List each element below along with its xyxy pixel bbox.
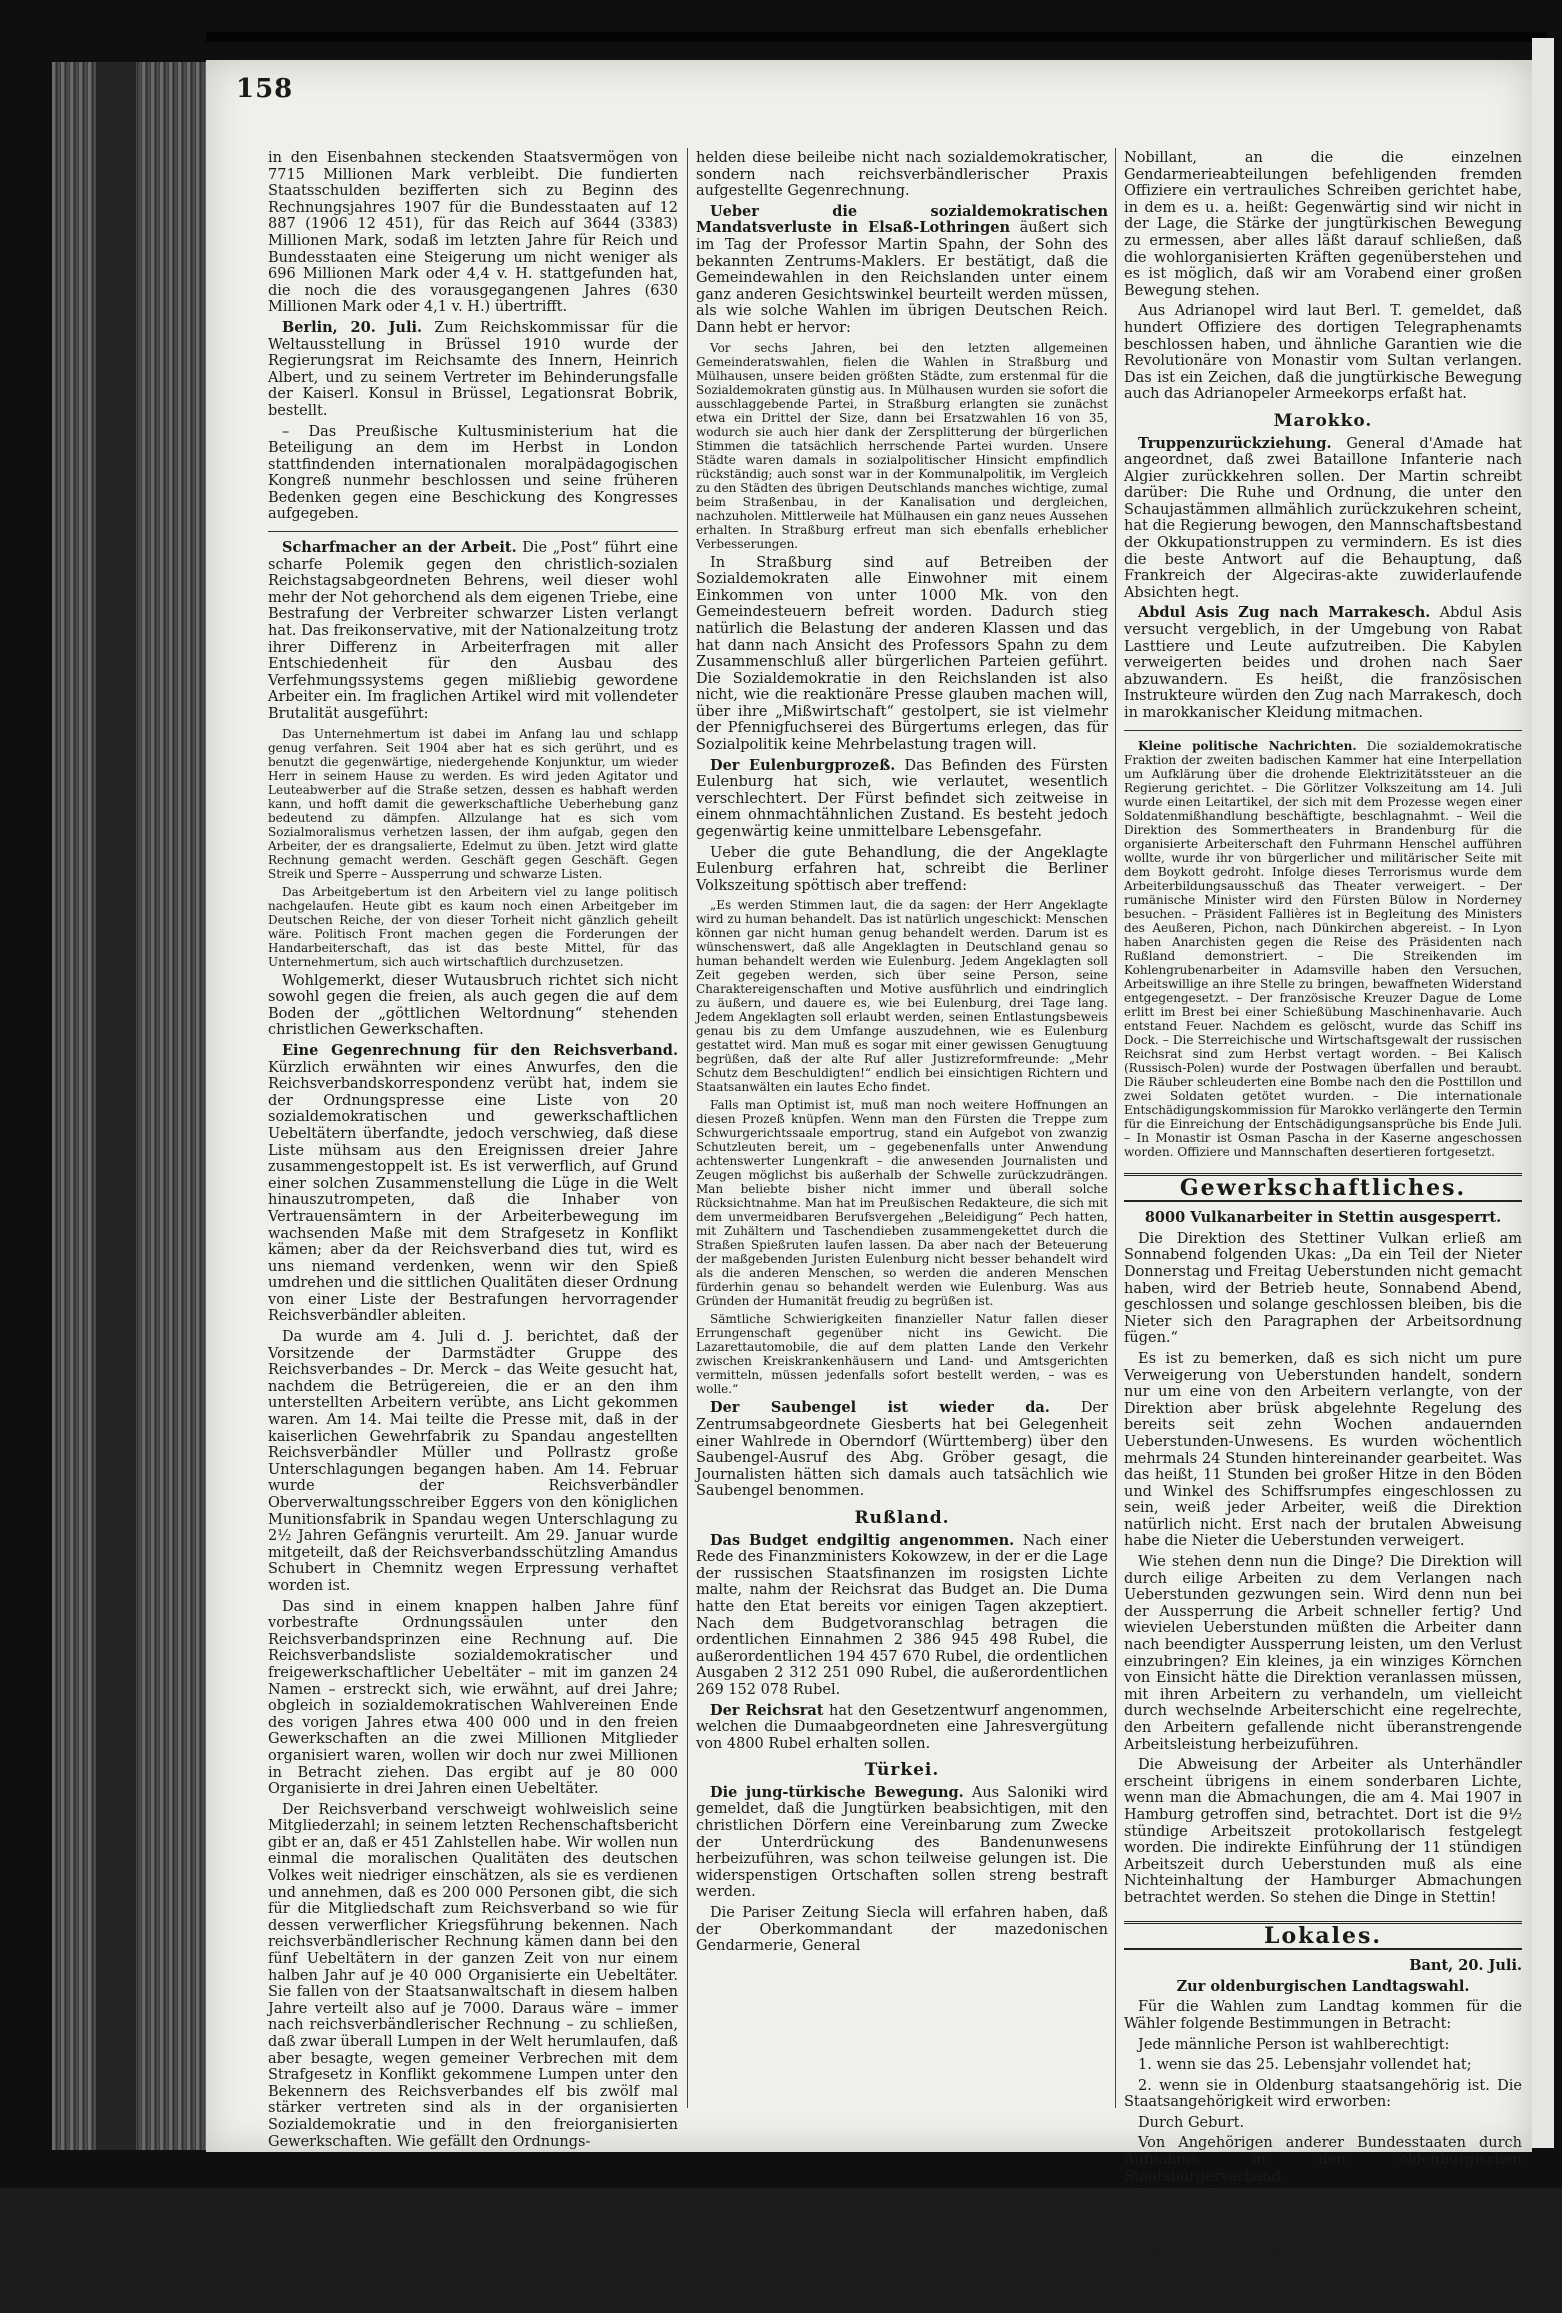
paragraph: Aus Adrianopel wird laut Berl. T. gemeldet, daß hundert Offiziere des dortigen Telegraphenamts beschlossen haben, und ähnliche Garantien wie die Revolutionäre von Monastir vom Sultan verlangen. Das ist ein Zeichen, daß die jungtürkische Bewegung auch das Adrianopeler Armeekorps erfaßt hat.: [1124, 303, 1522, 403]
column-3: [1124, 150, 1523, 2313]
paragraph: In Straßburg sind auf Betreiben der Sozialdemokraten alle Einwohner mit einem Einkommen von unter 1000 Mk. von den Gemeindesteuern befreit worden. Dadurch stieg natürlich die Belastung der anderen Klassen und das hat dann nach Ansicht des Professors Spahn zu dem Zusammenschluß aller bürgerlichen Parteien geführt. Die Sozialdemokratie in den Reichslanden ist also nicht, wie die reaktionäre Presse glauben machen will, über ihre „Mißwirtschaft“ gestolpert, sie ist vielmehr der Pfennigfuchserei des Bürgertums erlegen, das für Sozialpolitik keine Mehrbelastung tragen will.: [696, 554, 1108, 754]
quote: Das Arbeitgebertum ist den Arbeitern viel zu lange politisch nachgelaufen. Heute gibt es kaum noch einen Arbeitgeber im Deutschen Reiche, der von dieser Torheit nicht gänzlich geheilt wäre. Politisch Front machen gegen die Forderungen der Handarbeiterschaft, das ist das beste Mittel, für das Unternehmertum, sich auch wirtschaftlich durchzusetzen.: [268, 884, 678, 969]
paragraph: in den Eisenbahnen steckenden Staatsvermögen von 7715 Millionen Mark verbleibt. Die fundierten Staatsschulden bezifferten sich zu Beginn des Rechnungsjahres 1907 für die Bundesstaaten auf 12 887 (1906 12 451), für das Reich auf 3644 (3383) Millionen Mark, sodaß im letzten Jahre für Reich und Bundesstaaten eine Steigerung um nicht weniger als 696 Millionen Mark oder 4,4 v. H. stattgefunden hat, die noch die des vorausgegangenen Jahres (630 Millionen Mark oder 4,1 v. H.) übertrifft.: [268, 150, 678, 316]
paragraph: Die Pariser Zeitung Siecla will erfahren haben, daß der Oberkommandant der mazedonischen Gendarmerie, General: [696, 1905, 1108, 1955]
article-heading: Eine Gegenrechnung für den Reichsverband.: [282, 1041, 678, 1059]
paragraph: [696, 1703, 1108, 1753]
divider: [1124, 730, 1522, 731]
article-heading: Der Saubengel ist wieder da.: [710, 1399, 1050, 1417]
paragraph-text: hat den Gesetzentwurf angenommen, welchen die Dumaabgeordneten eine Jahresvergütung von 4800 Rubel erhalten sollen.: [696, 1702, 1108, 1752]
quote: Das Unternehmertum ist dabei im Anfang lau und schlapp genug verfahren. Seit 1904 aber hat es sich gerührt, und es benutzt die gegenwärtige, niedergehende Konjunktur, um wieder Herr in seinem Hause zu werden. Es wird jeden Agitator und Leuteabwerber auf die Straße setzen, dessen es habhaft werden kann, und hofft damit die gewerkschaftliche Ueberhebung ganz bedeutend zu dämpfen. Allzulange hat es sich vom Sozialmoralismus verhetzen lassen, der ihm aufgab, gegen den Arbeiter, der es drangsalierte, Edelmut zu üben. Jetzt wird glatte Rechnung gemacht werden. Geschäft gegen Geschäft. Gegen Streik und Sperre – Aussperrung und schwarze Listen.: [268, 726, 678, 881]
column-1: [268, 150, 678, 2150]
paragraph: [268, 1043, 678, 1325]
paragraph: Ueber die gute Behandlung, die der Angeklagte Eulenburg erfahren hat, schreibt die Berliner Volkszeitung spöttisch aber treffend:: [696, 844, 1108, 894]
paragraph-text: Aus Saloniki wird gemeldet, daß die Jungtürken beabsichtigen, mit den christlichen Dörfern eine Vereinbarung zum Zwecke der Unterdrückung des Bandenunwesens herbeizuführen, was schon teilweise gelungen ist. Die widerspenstigen Ortschaften sollen streng bestraft werden.: [696, 1784, 1109, 1901]
paragraph: Der Reichsverband verschweigt wohlweislich seine Mitgliederzahl; in seinem letzten Rechenschaftsbericht gibt er an, daß er 451 Zahlstellen habe. Wir wollen nun einmal die moralischen Qualitäten des deutschen Volkes weit niedriger einschätzen, als sie es verdienen und annehmen, daß es 200 000 Personen gibt, die sich für die Mitgliedschaft zum Reichsverband so wie für dessen verwerflicher Kriegsführung bekennen. Nach reichsverbändlerischer Rechnung kämen dann bei den fünf Uebeltätern in der ganzen Zeit von nur einem halben Jahr auf je 40 000 Organisierte ein Uebeltäter. Sie fallen von der Staatsanwaltschaft in diesem halben Jahre verteilt also auf je 7000. Daraus wäre – immer nach reichsverbändlerischer Rechnung – zu schließen, daß zwar überall Lumpen in der Welt herumlaufen, daß aber besagte, wegen gemeiner Verbrechen mit dem Strafgesetz in Konflikt gekommene Lumpen unter den Bekennern des Reichsverbandes elf bis zwölf mal stärker vertreten sind als in der organisierten Sozialdemokratie und in den freiorganisierten Gewerkschaften. Wie gefällt den Ordnungs-: [268, 1801, 678, 2150]
paragraph: [268, 320, 678, 420]
divider: [268, 531, 678, 532]
paragraph: Die Abweisung der Arbeiter als Unterhändler erscheint übrigens in einem sonderbaren Lichte, wenn man die Abmachungen, die am 4. Mai 1907 in Hamburg getroffen sind, betrachtet. Dort ist die 9½ stündige Arbeitszeit protokollarisch festgelegt worden. Die indirekte Einführung der 11 stündigen Arbeitszeit durch Ueberstunden muß als eine Nichteinhaltung der Hamburger Abmachungen betrachtet werden. So stehen die Dinge in Stettin!: [1124, 1757, 1522, 1906]
section-heading: Gewerkschaftliches.: [1124, 1173, 1522, 1203]
section-heading: Marokko.: [1273, 410, 1373, 431]
paragraph: [1124, 605, 1522, 721]
paragraph: [268, 540, 678, 723]
article-heading: Der Eulenburgprozeß.: [710, 756, 896, 774]
paragraph-text: Die „Post“ führt eine scharfe Polemik gegen den christlich-sozialen Reichstagsabgeordneten Behrens, weil dieser wohl mehr der Not gehorchend als dem eigenen Triebe, eine Bestrafung der Verbreiter schwarzer Listen verlangt hat. Das freikonservative, mit der Nationalzeitung trotz ihrer Differenz in Arbeiterfragen mit aller Entschiedenheit für den Ausbau des Verfehmungssystems gegen mißliebig gewordene Arbeiter ein. Im fraglichen Artikel wird mit vollendeter Brutalität ausgeführt:: [268, 540, 678, 722]
dateline: Bant, 20. Juli.: [1409, 1957, 1522, 1975]
section-heading: Rußland.: [854, 1507, 950, 1528]
article-heading: Scharfmacher an der Arbeit.: [282, 539, 517, 557]
paragraph: Jede männliche Person ist wahlberechtigt:: [1138, 2036, 1450, 2053]
section-heading: Türkei.: [864, 1760, 940, 1781]
paragraph: [696, 1533, 1108, 1699]
paragraph: Die Direktion des Stettiner Vulkan erließ am Sonnabend folgenden Ukas: „Da ein Teil der Nieter Donnerstag und Freitag Ueberstunden nicht gemacht haben, wird der Betrieb heute, Sonnabend Abend, geschlossen und solange geschlossen bleiben, bis die Nieter sich den Paragraphen der Arbeitsordnung fügen.“: [1124, 1230, 1522, 1347]
column-rule: [687, 148, 688, 2108]
paragraph-text: Die sozialdemokratische Fraktion der zweiten badischen Kammer hat eine Interpellation um Aufklärung über die drohende Elektrizitätssteuer an die Regierung gerichtet. – Die Görlitzer Volkszeitung am 14. Juli wurde einen Leitartikel, der sich mit dem Prozesse wegen einer Soldatenmißhandlung beschäftigte, beschlagnahmt. – Weil die Direktion des Sommertheaters in Brandenburg für die organisierte Arbeiterschaft den Fuhrmann Henschel aufführen wollte, wurde ihr von bürgerlicher und militärischer Seite mit dem Boykott gedroht. Infolge dieses Terrorismus wurde dem Arbeiterbildungsausschuß das Theater verweigert. – Der rumänische Minister wird den Fürsten Bülow in Norderney besuchen. – Präsident Fallières ist in Begleitung des Ministers des Aeußeren, Pichon, nach Dünkirchen abgereist. – In Lyon haben Anarchisten gegen die Reise des Präsidenten nach Rußland demonstriert. – Die Streikenden im Kohlengrubenarbeiter in Adamsville haben den Versuchen, Arbeitswillige an ihre Stelle zu bringen, bewaffneten Widerstand entgegengesetzt. – Der französische Kreuzer Dague de Lome erlitt im Brest bei einer Schießübung Maschinenhavarie. Auch entstand Feuer. Nachdem es gelöscht, wurde das Schiff ins Dock. – Die Sterreichische und Wirtschaftsgewalt der russischen Reichsrat sind zum Herbst vertagt worden. – Bei Kalisch (Russisch-Polen) wurde der Postwagen überfallen und beraubt. Die Räuber schleuderten eine Bombe nach den die Posttillon und zwei Soldaten getötet wurden. – Die internationale Entschädigungskommission für Marokko verlängerte den Termin für die Einreichung der Entschädigungsansprüche bis Ende Juli. – In Monastir ist Osman Pascha in der Kaserne angeschossen worden. Offiziere und Mannschaften desertieren fortgesetzt.: [1124, 738, 1523, 1159]
paragraph: Reichsausländer können Angehörige des Staates werden durch „Naturalisation“.: [1124, 2226, 1522, 2260]
paragraph: Da wurde am 4. Juli d. J. berichtet, daß der Vorsitzende der Darmstädter Gruppe des Reichsverbandes – Dr. Merck – das Weite gesucht hat, nachdem die Betrügereien, die er an den ihm unterstellten Arbeitern verübte, ans Licht gekommen waren. Am 14. Mai teilte die Presse mit, daß in der kaiserlichen Gewehrfabrik zu Spandau angestellten Reichsverbändler Müller und Pollrastz große Unterschlagungen begangen haben. Am 14. Februar wurde der Reichsverbändler Oberverwaltungsschreiber Eggers von den königlichen Munitionsfabrik in Spandau wegen Unterschlagung zu 2½ Jahren Gefängnis verurteilt. Am 29. Januar wurde mitgeteilt, daß der Reichsverbandsschützling Amandus Schubert in Chemnitz wegen Erpressung verhaftet worden ist.: [268, 1329, 678, 1594]
top-rule: [206, 32, 1546, 42]
article-heading: Ueber die sozialdemokratischen Mandatsverluste in Elsaß-Lothringen: [696, 202, 1108, 237]
quote: Sämtliche Schwierigkeiten finanzieller Natur fallen dieser Errungenschaft gegenüber nicht ins Gewicht. Die Lazarettautomobile, die auf dem platten Lande den Verkehr zwischen Kreiskrankenhäusern und Land- und Amtsgerichten vermitteln, müssen jedenfalls sofort bestellt werden, – was es wolle.“: [696, 1312, 1108, 1397]
paragraph: [1124, 739, 1522, 1159]
paragraph-text: Das Befinden des Fürsten Eulenburg hat sich, wie verlautet, wesentlich verschlechtert. Der Fürst befindet sich zeitweise in einem ohnmachtähnlichen Zustand. Es besteht jedoch gegenwärtig keine unmittelbare Lebensgefahr.: [696, 757, 1109, 841]
book-spine-shadow: [96, 62, 136, 2150]
paragraph: Das sind in einem knappen halben Jahre fünf vorbestrafte Ordnungssäulen unter den Reichsverbandsprinzen eine Rechnung auf. Die Reichsverbandsliste sozialdemokratischer und freigewerkschaftlicher Uebeltäter – mit im ganzen 24 Namen – erstreckt sich, wie erwähnt, auf drei Jahre; obgleich in sozialdemokratischen Wahlvereinen Ende des vorigen Jahres etwa 400 000 und in den freien Gewerkschaften an die zwei Millionen Mitglieder organisiert waren, wollen wir doch nur zwei Millionen in Betracht ziehen. Das ergibt auf je 80 000 Organisierte in drei Jahren einen Uebeltäter.: [268, 1598, 678, 1798]
paragraph: [696, 758, 1108, 841]
paragraph-text: Zum Reichskommissar für die Weltausstellung in Brüssel 1910 wurde der Regierungsrat im Reichsamte des Innern, Heinrich Albert, und zu seinem Vertreter im Behinderungsfalle der Kaiserl. Konsul in Brüssel, Legationsrat Bobrik, bestellt.: [268, 319, 678, 419]
article-heading: Abdul Asis Zug nach Marrakesch.: [1138, 604, 1431, 622]
list-item: 2. wenn sie in Oldenburg staatsangehörig ist. Die Staatsangehörigkeit wird erworben:: [1124, 2077, 1522, 2111]
paragraph-text: Nach einer Rede des Finanzministers Kokowzew, in der er die Lage der russischen Staatsfinanzen im rosigsten Lichte malte, nahm der Reichsrat das Budget an. Die Duma hatte den Etat bereits vor einigen Tagen akzeptiert. Nach dem Budgetvoranschlag betragen die ordentlichen Einnahmen 2 386 945 498 Rubel, die außerordentlichen 194 457 670 Rubel, die ordentlichen Ausgaben 2 312 251 090 Rubel, die außerordentlichen 269 152 078 Rubel.: [696, 1532, 1108, 1698]
paragraph: Wie stehen denn nun die Dinge? Die Direktion will durch eilige Arbeiten zu dem Verlangen nach Ueberstunden gezwungen sein. Wird denn nun bei der Aussperrung die Arbeit schneller fertig? Und wievielen Ueberstunden müßten die Arbeiter dann nach beendigter Aussperrung leisten, um den Verlust einzubringen? Ein kleines, ja ein winziges Körnchen von Einsicht hätte die Direktion veranlassen müssen, mit ihren Arbeitern zu verhandeln, um vielleicht durch wechselnde Arbeiterschicht eine regelrechte, den Arbeitern gefallende nicht überanstrengende Arbeitsleistung herbeizuführen.: [1124, 1554, 1522, 1753]
paragraph: Die wichtigste Möglichkeit, in Oldenburg staatsangehörig zu werden, ist aber diejenige der Aufnahme.: [1124, 2263, 1522, 2313]
paragraph: [1124, 436, 1522, 602]
paragraph-text: Kürzlich erwähnten wir eines Anwurfes, den die Reichsverbandskorrespondenz verübt hat, indem sie der Ordnungspresse eine Liste von 20 sozialdemokratischen und gewerkschaftlichen Uebeltätern überfandte, jedoch verschwieg, daß diese Liste mühsam aus den Ereignissen dreier Jahre zusammengestoppelt ist. Es ist verwerflich, auf Grund einer solchen Zusammenstellung die Lüge in die Welt hinauszutrompeten, daß die Inhaber von Vertrauensämtern in der Arbeiterbewegung im wachsenden Maße mit dem Strafgesetz in Konflikt kämen; aber da der Reichsverband dies tut, wird es uns niemand verdenken, wenn wir den Spieß umdrehen und die sittlichen Qualitäten dieser Ordnung von einer Liste der Bestrafungen hervorragender Reichsverbändler ableiten.: [268, 1059, 678, 1325]
paragraph: Wohlgemerkt, dieser Wutausbruch richtet sich nicht sowohl gegen die freien, als auch gegen die auf dem Boden der „göttlichen Weltordnung“ stehenden christlichen Gewerkschaften.: [268, 972, 678, 1039]
article-heading: Die jung-türkische Bewegung.: [710, 1783, 964, 1801]
quote: Vor sechs Jahren, bei den letzten allgemeinen Gemeinderatswahlen, fielen die Wahlen in Straßburg und Mülhausen, unsere beiden größten Städte, zum erstenmal für die Sozialdemokraten günstig aus. In Mülhausen wurden sie sofort die ausschlaggebende Partei, in Straßburg erlangten sie zunächst etwa ein Drittel der Size, dann bei Ersatzwahlen 16 von 35, wodurch sie auch hier dank der Zersplitterung der bürgerlichen Stimmen die tatsächlich herrschende Partei wurden. Unsere Städte waren damals in sozialpolitischer Hinsicht empfindlich rückständig; auch sonst war in der Kommunalpolitik, im Vergleich zu den Städten des übrigen Deutschlands manches wichtige, zumal beim Straßenbau, in der Kanalisation und dergleichen, nachzuholen. Mittlerweile hat Mülhausen ein ganz neues Aussehen erhalten. In Straßburg erfreut man sich ebenfalls erheblicher Verbesserungen.: [696, 340, 1108, 551]
paragraph: Durch Geburt.: [1138, 2114, 1245, 2131]
paragraph: – Das Preußische Kultusministerium hat die Beteiligung an dem im Herbst in London stattfindenden internationalen moralpädagogischen Kongreß nunmehr beschlossen und seine früheren Bedenken gegen eine Beschickung des Kongresses aufgegeben.: [268, 423, 678, 523]
list-item: 1. wenn sie das 25. Lebensjahr vollendet hat;: [1138, 2057, 1472, 2074]
paragraph: Von Angehörigen anderer Bundesstaaten durch Aufnahme in den oldenburgischen Staatsbürgerverband.: [1124, 2135, 1522, 2185]
paragraph-text: äußert sich im Tag der Professor Martin Spahn, der Sohn des bekannten Zentrums-Maklers. Er bestätigt, daß die Gemeindewahlen in den Reichslanden unter einem ganz anderen Gesichtswinkel beurteilt werden müssen, als wie solche Wahlen im übrigen Deutschen Reich. Dann hebt er hervor:: [696, 220, 1109, 336]
paragraph-text: Abdul Asis versucht vergeblich, in der Umgebung von Rabat Lasttiere und Leute aufzutreiben. Die Kabylen verweigerten beides und drohen nach Saer abzuwandern. Es heißt, die französischen Instrukteure würden den Zug nach Marrakesch, doch in marokkanischer Kleidung mitmachen.: [1124, 605, 1522, 721]
paragraph-text: Der Zentrumsabgeordnete Giesberts hat bei Gelegenheit einer Wahlrede in Oberndorf (Württemberg) über den Saubengel-Ausruf des Abg. Gröber gesagt, die Journalisten hätten sich damals auch tatsächlich wie Saubengel benommen.: [696, 1400, 1108, 1500]
page-edge: [1532, 38, 1554, 2148]
quote: „Es werden Stimmen laut, die da sagen: der Herr Angeklagte wird zu human behandelt. Das ist natürlich ungeschickt: Menschen können gar nicht human genug behandelt werden. Darum ist es wünschenswert, daß alle Angeklagten in Deutschland genau so human behandelt werden wie Eulenburg. Jedem Angeklagten soll Zeit gegeben werden, sich über seine Person, seine Charaktereigenschaften und Motive ausführlich und eindringlich zu äußern, und dauere es, wie bei Eulenburg, drei Tage lang. Jedem Angeklagten soll erlaubt werden, seinen Entlastungsbeweis genau bis zu dem Umfange auszudehnen, wie es Eulenburg gestattet wird. Man muß es sogar mit einer gewissen Genugtuung begrüßen, daß der alte Ruf aller Justizreformfreunde: „Mehr Schutz dem Beschuldigten!“ endlich bei einsichtigen Richtern und Staatsanwälten ein lautes Echo findet.: [696, 898, 1108, 1095]
page-number: 158: [236, 74, 294, 104]
paragraph: Durch Eintritt in den unmittelbaren oder mittelbaren Staats- oder Kirchendienst.: [1124, 2189, 1522, 2222]
quote: Falls man Optimist ist, muß man noch weitere Hoffnungen an diesen Prozeß knüpfen. Wenn man den Fürsten die Treppe zum Schwurgerichtssaale emportrug, stand ein Aufgebot von zwanzig Schutzleuten bereit, um – gegebenenfalls unter Anwendung achtenswerter Lungenkraft – die anwesenden Journalisten und Zeugen möglichst bis außerhalb der Schwelle zurückzudrängen. Man beliebte bisher nicht immer und überall solche Rücksichtnahme. Man hat im Preußischen Redakteure, die sich mit dem unvermeidbaren Berufsvergehen „Beleidigung“ Pech hatten, mit Zuhältern und Taschendieben zusammengekettet durch die Straßen Spießruten laufen lassen. Da aber nach der Beteuerung der maßgebenden Juristen Eulenburg nicht besser behandelt wird als die anderen Menschen, so werden die anderen Menschen fürderhin genau so behandelt werden wie Eulenburg. Was aus Gründen der Humanität freudig zu begrüßen ist.: [696, 1098, 1108, 1309]
article-heading: Kleine politische Nachrichten.: [1138, 738, 1357, 753]
article-heading: Zur oldenburgischen Landtagswahl.: [1176, 1977, 1470, 1995]
paragraph: [696, 1400, 1108, 1500]
paragraph: Nobillant, an die die einzelnen Gendarmerieabteilungen befehligenden fremden Offiziere ein vertrauliches Schreiben gerichtet habe, in dem es u. a. heißt: Gegenwärtig sind wir nicht in der Lage, die Stärke der jungtürkischen Bewegung zu ermessen, aber alles läßt darauf schließen, daß die wohlorganisierten Kräften gegenüberstehen und es ist möglich, daß wir am Vorabend einer großen Bewegung stehen.: [1124, 150, 1522, 299]
section-heading: Lokales.: [1124, 1921, 1522, 1951]
article-heading: Der Reichsrat: [710, 1701, 824, 1719]
column-2: [696, 150, 1108, 2110]
paragraph: [696, 204, 1108, 337]
newspaper-page: [206, 60, 1532, 2313]
paragraph: helden diese beileibe nicht nach sozialdemokratischer, sondern nach reichsverbändlerischer Praxis aufgestellte Gegenrechnung.: [696, 150, 1108, 200]
paragraph: Für die Wahlen zum Landtag kommen für die Wähler folgende Bestimmungen in Betracht:: [1124, 1999, 1522, 2032]
paragraph: Es ist zu bemerken, daß es sich nicht um pure Verweigerung von Ueberstunden handelt, sondern nur um eine von den Arbeitern verlangte, von der Direktion aber brüsk abgelehnte Regelung des bereits seit zehn Wochen andauernden Ueberstunden-Unwesens. Es wurden wöchentlich mehrmals 24 Stunden hintereinander gearbeitet. Was das heißt, 11 Stunden bei großer Hitze in den Böden und Winkel des Schiffsrumpfes eingeschlossen zu sein, weiß jeder Arbeiter, weiß die Direktion natürlich nicht. Erst nach der brutalen Abweisung habe die Nieter die Ueberstunden verweigert.: [1124, 1350, 1522, 1550]
dateline: Berlin, 20. Juli.: [282, 318, 423, 336]
article-heading: Truppenzurückziehung.: [1138, 434, 1332, 452]
column-rule: [1115, 148, 1116, 2108]
article-heading: 8000 Vulkanarbeiter in Stettin ausgesperrt.: [1144, 1209, 1502, 1227]
paragraph-text: General d'Amade hat angeordnet, daß zwei Bataillone Infanterie nach Algier zurückkehren sollen. Der Martin schreibt darüber: Die Ruhe und Ordnung, die unter den Schaujastämmen allmählich zurückzukehren scheint, hat die Regierung bewogen, den Mannschaftsbestand der Okkupationstruppen zu vermindern. Es ist dies die beste Antwort auf die Behauptung, daß Frankreich der Algeciras-akte zuwiderlaufende Absichten hegt.: [1124, 435, 1523, 601]
article-heading: Das Budget endgiltig angenommen.: [710, 1531, 1015, 1549]
paragraph: [696, 1785, 1108, 1901]
